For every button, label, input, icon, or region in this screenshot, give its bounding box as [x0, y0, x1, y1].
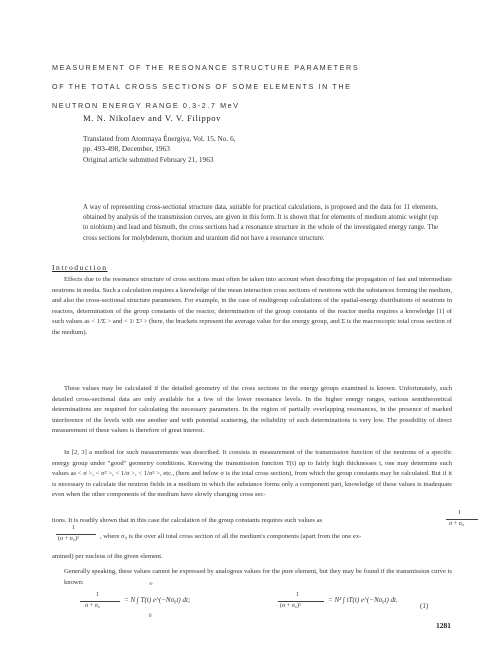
equation-term: = N ∫ T(t) e^(−Nσ₀t) dt;	[124, 596, 191, 604]
title-line: OF THE TOTAL CROSS SECTIONS OF SOME ELEMENTS IN THE	[52, 82, 352, 91]
text-line: amined) per nucleus of the given element.	[52, 553, 163, 560]
fraction-numerator: 1	[296, 592, 299, 598]
paragraph-text: In [2, 3] a method for such measurements was described. It consists in measurement of the transmission function of the neutrons of a specific energy group under "good" geometry conditions. Knowing the transmission function T(t) up to fairly high thicknesses t, one may determine such values as < σ >, < σ² >, < 1/σ >, < 1/σ² >, etc., (here and below σ is the total cross section), from which the group constants may be calculated. But if it is necessary to calculate the neutron fields in a medium in which the substance forms only a component part, knowledge of these values is inadequate even when the other components of the medium have slowly changing cross sec-	[52, 449, 452, 498]
text-line: tions. It is readily shown that in this case the calculation of the group constants requires such values as	[52, 517, 323, 524]
fraction-bar	[446, 519, 478, 520]
equation-term: = N² ∫ tT(t) e^(−Nσ₀t) dt.	[328, 596, 398, 604]
fraction-numerator: 1	[96, 592, 99, 598]
fraction-bar	[80, 601, 120, 602]
equation-number: (1)	[420, 602, 429, 610]
paragraph-text: These values may be calculated if the detailed geometry of the cross sections in the energy groups examined is known. Unfortunately, such detailed cross-sectional data are only available for a few of the lower resonance levels. In the higher energy ranges, various semitheoretical determinations are required for calculating the necessary parameters. In the region of partially overlapping resonances, in the presence of marked interference of the levels with one another and with potential scattering, the reliability of such determinations is very low. The possibility of direct measurement of these values is therefore of great interest.	[52, 385, 452, 434]
fraction-denominator: (σ + σ₀)²	[280, 603, 301, 609]
pub-info-line: Original article submitted February 21, 1963	[83, 154, 214, 164]
authors: M. N. Nikolaev and V. V. Filippov	[83, 113, 222, 123]
article-title	[52, 58, 452, 115]
fraction-denominator: σ + σ₀	[85, 603, 100, 609]
title-line: MEASUREMENT OF THE RESONANCE STRUCTURE PARAMETERS	[52, 63, 360, 72]
publication-info	[83, 134, 236, 165]
section-heading: Introduction	[52, 263, 108, 272]
fraction-bar	[278, 601, 324, 602]
equation-1	[60, 582, 450, 622]
paragraph	[52, 448, 452, 501]
fraction-denominator: (σ + σ₀)²	[58, 536, 79, 542]
paragraph: Generally speaking, these values cannot be expressed by analogous values for the pure element, but they may be found if the transmission curve is known:	[64, 568, 452, 586]
fraction-numerator: 1	[458, 510, 461, 516]
abstract: A way of representing cross-sectional structure data, suitable for practical calculations, is proposed and the data for 11 elements, obtained by analysis of the transmission curves, are given in this form. It is shown that for elements of medium atomic weight (up to niobium) and lead and bismuth, the cross sections had a resonance structure in the whole of the investigated energy range. The cross sections for molybdenum, thorium and uranium did not have a resonance structure.	[83, 204, 438, 242]
pub-info-line: Translated from Atomnaya Énergiya, Vol. 15, No. 6,	[83, 134, 236, 143]
paragraph-text: Effects due to the resonance structure of cross sections must often be taken into account when describing the propagation of fast and intermediate neutrons in media. Such a calculation requires a knowledge of the mean interaction cross sections of neutrons with the substances forming the medium, and also the cross-sectional structure parameters. For example, in the case of multigroup calculations of the spatial-energy distributions of neutrons in reactors, determination of the group constants of the reactor, determination of the group constants of the reactor media requires a knowledge [1] of such values as < 1/Σ > and < 1/ Σ² > (here, the brackets represent the average value for the energy group, and Σ is the macroscopic total cross section of the medium).	[52, 276, 452, 336]
fraction-numerator: 1	[72, 525, 75, 531]
fraction-denominator: σ + σ₀	[449, 521, 464, 527]
integral-lower-limit: 0	[149, 614, 152, 619]
integral-upper-limit: ∞	[149, 582, 153, 587]
pub-info-line: pp. 493-498, December, 1963	[83, 144, 170, 154]
page-number: 1281	[436, 621, 451, 630]
paragraph	[52, 384, 452, 437]
paragraph	[52, 275, 452, 338]
title-line: NEUTRON ENERGY RANGE 0.3-2.7 MeV	[52, 101, 240, 110]
text-line: , where σ₀ is the over all total cross section of all the medium's components (apart from the one ex-	[100, 533, 362, 540]
fraction-bar	[56, 534, 96, 535]
